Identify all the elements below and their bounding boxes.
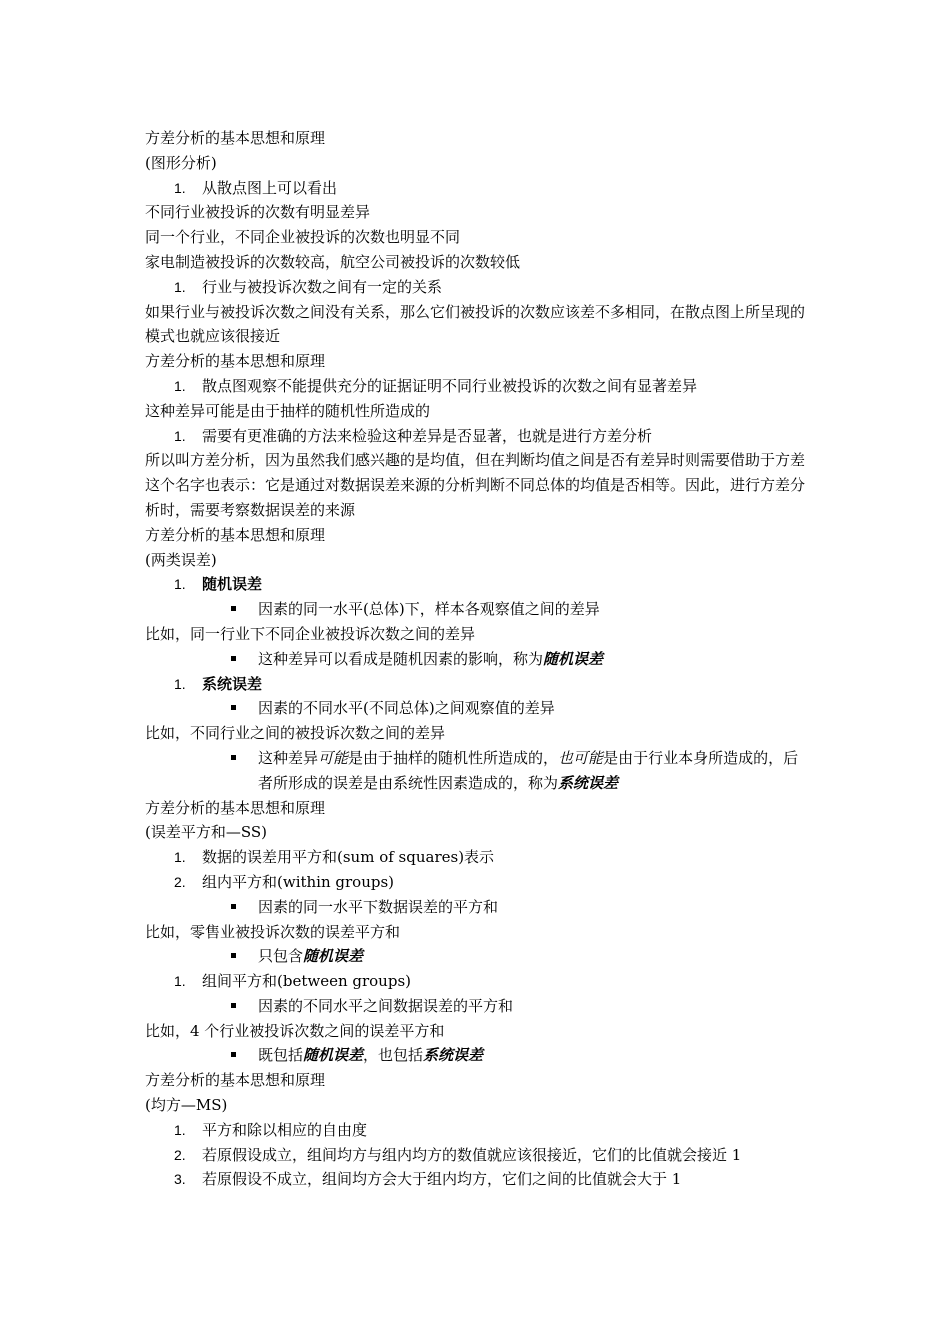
bullet-text: 这种差异	[258, 748, 319, 767]
list-number: 1.	[174, 675, 186, 692]
square-bullet-icon	[231, 953, 236, 958]
bullet-item	[145, 746, 810, 796]
ordered-item	[145, 275, 810, 300]
list-number: 1.	[174, 849, 186, 866]
bullet-italic: 也可能	[558, 748, 604, 767]
ordered-item	[145, 374, 810, 399]
list-number: 1.	[174, 576, 186, 593]
bullet-text: 只包含	[258, 947, 304, 966]
list-text: 若原假设成立，组间均方与组内均方的数值就应该很接近，它们的比值就会接近 1	[202, 1145, 742, 1164]
bullet-text: ，也包括	[363, 1046, 424, 1065]
list-text: 若原假设不成立，组间均方会大于组内均方，它们之间的比值就会大于 1	[202, 1170, 682, 1189]
bullet-text: 是由于行业本身所造成的，后者所形成的误差是由系统性因素造成的，称为	[258, 748, 799, 792]
bullet-emphasis: 随机误差	[303, 947, 364, 966]
bullet-text: 因素的同一水平(总体)下，样本各观察值之间的差异	[258, 600, 600, 619]
bullet-text: 是由于抽样的随机性所造成的，	[348, 748, 559, 767]
ordered-item	[145, 424, 810, 449]
bullet-item	[145, 895, 810, 920]
bullet-item	[145, 647, 810, 672]
paragraph-line: 比如，同一行业下不同企业被投诉次数之间的差异	[145, 624, 476, 643]
square-bullet-icon	[231, 904, 236, 909]
list-number: 2.	[174, 873, 186, 890]
square-bullet-icon	[231, 656, 236, 661]
list-text: 组内平方和(within groups)	[202, 872, 395, 891]
bullet-item	[145, 597, 810, 622]
bullet-text: 因素的同一水平下数据误差的平方和	[258, 897, 499, 916]
paragraph-line: 如果行业与被投诉次数之间没有关系，那么它们被投诉的次数应该差不多相同，在散点图上所呈现的模式也就应该很接近	[145, 302, 806, 346]
paragraph-line: 这种差异可能是由于抽样的随机性所造成的	[145, 401, 431, 420]
square-bullet-icon	[231, 705, 236, 710]
bullet-text: 因素的不同水平(不同总体)之间观察值的差异	[258, 699, 555, 718]
bullet-item	[145, 1043, 810, 1068]
ordered-item	[145, 870, 810, 895]
bullet-emphasis: 随机误差	[303, 1046, 364, 1065]
bullet-item	[145, 944, 810, 969]
square-bullet-icon	[231, 1003, 236, 1008]
bullet-text: 这种差异可以看成是随机因素的影响，称为	[258, 649, 544, 668]
ordered-item	[145, 1118, 810, 1143]
ordered-item	[145, 572, 810, 597]
paragraph-line: 所以叫方差分析，因为虽然我们感兴趣的是均值，但在判断均值之间是否有差异时则需要借助于方差	[145, 451, 806, 470]
list-number: 1.	[174, 427, 186, 444]
bullet-emphasis: 系统误差	[423, 1046, 484, 1065]
list-number: 1.	[174, 278, 186, 295]
heading-line: 方差分析的基本思想和原理	[145, 798, 326, 817]
paragraph-line: 比如，4 个行业被投诉次数之间的误差平方和	[145, 1021, 445, 1040]
ordered-item	[145, 845, 810, 870]
list-number: 1.	[174, 973, 186, 990]
list-number: 2.	[174, 1146, 186, 1163]
square-bullet-icon	[231, 606, 236, 611]
paragraph-line: 不同行业被投诉的次数有明显差异	[145, 203, 371, 222]
list-text: 散点图观察不能提供充分的证据证明不同行业被投诉的次数之间有显著差异	[202, 376, 698, 395]
paragraph-line: 比如，不同行业之间的被投诉次数之间的差异	[145, 724, 446, 743]
ordered-item	[145, 969, 810, 994]
list-number: 1.	[174, 377, 186, 394]
bullet-item	[145, 696, 810, 721]
list-text-bold: 系统误差	[202, 674, 263, 693]
list-number: 3.	[174, 1171, 186, 1188]
square-bullet-icon	[231, 1052, 236, 1057]
subheading-line: (误差平方和—SS)	[145, 823, 267, 842]
paragraph-line: 这个名字也表示：它是通过对数据误差来源的分析判断不同总体的均值是否相等。因此，进行方差分析时，需要考察数据误差的来源	[145, 476, 806, 519]
bullet-italic: 可能	[318, 748, 349, 767]
list-text: 平方和除以相应的自由度	[202, 1120, 368, 1139]
list-number: 1.	[174, 1121, 186, 1138]
list-text: 从散点图上可以看出	[202, 178, 338, 197]
document-body	[145, 126, 810, 1192]
ordered-item	[145, 1143, 810, 1168]
ordered-item	[145, 1167, 810, 1192]
square-bullet-icon	[231, 755, 236, 760]
bullet-emphasis: 随机误差	[543, 649, 604, 668]
paragraph-line: 家电制造被投诉的次数较高，航空公司被投诉的次数较低	[145, 252, 521, 271]
list-text-bold: 随机误差	[202, 575, 263, 594]
paragraph-line: 同一个行业，不同企业被投诉的次数也明显不同	[145, 228, 461, 247]
heading-line: 方差分析的基本思想和原理	[145, 352, 326, 371]
bullet-emphasis: 系统误差	[558, 773, 619, 792]
subheading-line: (图形分析)	[145, 153, 217, 172]
bullet-text: 既包括	[258, 1046, 304, 1065]
ordered-item	[145, 176, 810, 201]
list-text: 数据的误差用平方和(sum of squares)表示	[202, 848, 495, 867]
heading-line: 方差分析的基本思想和原理	[145, 1071, 326, 1090]
subheading-line: (均方—MS)	[145, 1096, 228, 1115]
list-number: 1.	[174, 179, 186, 196]
list-text: 组间平方和(between groups)	[202, 972, 411, 991]
bullet-item	[145, 994, 810, 1019]
heading-line: 方差分析的基本思想和原理	[145, 525, 326, 544]
heading-line: 方差分析的基本思想和原理	[145, 129, 326, 147]
bullet-text: 因素的不同水平之间数据误差的平方和	[258, 996, 514, 1015]
ordered-item	[145, 672, 810, 697]
list-text: 行业与被投诉次数之间有一定的关系	[202, 277, 443, 296]
subheading-line: (两类误差)	[145, 550, 217, 569]
paragraph-line: 比如，零售业被投诉次数的误差平方和	[145, 922, 401, 941]
list-text: 需要有更准确的方法来检验这种差异是否显著，也就是进行方差分析	[202, 426, 653, 445]
